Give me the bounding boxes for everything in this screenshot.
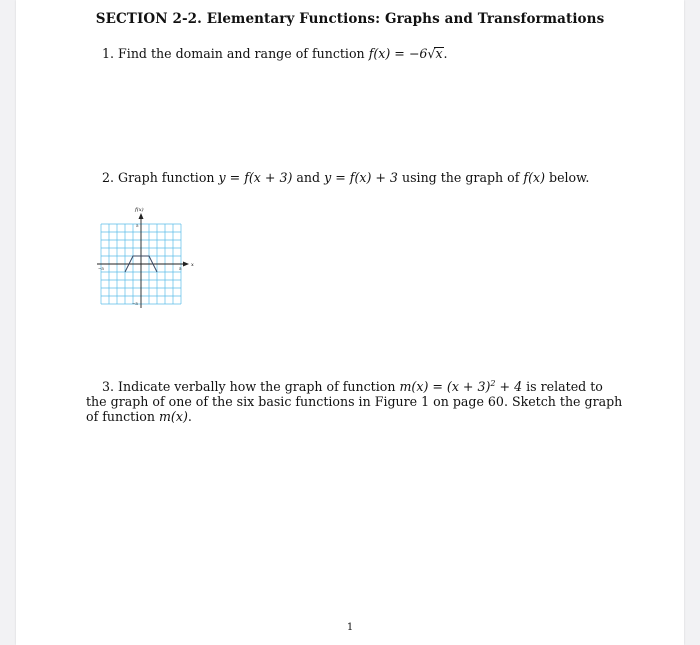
problem-1-number: 1. (102, 46, 115, 61)
problem-3-expression-a-rhs: + 4 (499, 379, 523, 395)
problem-1-period: . (443, 46, 448, 61)
x-axis-label: x (191, 262, 194, 268)
problem-3-paragraph (86, 376, 626, 424)
page-number: 1 (346, 622, 354, 633)
problem-2-text-a: Graph function (118, 170, 215, 185)
problem-2-text-b: and (296, 170, 321, 185)
y-tick-min: −5 (132, 301, 138, 306)
x-tick-min: −5 (98, 266, 104, 271)
problem-3-text-b: is related to the graph of one of the six basic functions in Figure 1 on page 60. Sketch the graph of function (86, 379, 623, 425)
problem-1 (102, 46, 448, 61)
problem-3 (86, 376, 626, 424)
document-page (16, 0, 684, 645)
y-axis-label: f(x) (135, 207, 144, 213)
y-axis-arrow-icon (139, 213, 144, 219)
problem-3-text-a: Indicate verbally how the graph of function (118, 379, 396, 395)
problem-2-expression-c: f(x) (523, 170, 545, 185)
problem-3-exponent: 2 (490, 379, 496, 388)
problem-1-radicand: x (435, 46, 443, 61)
problem-2-expression-a: y = f(x + 3) (218, 170, 293, 185)
x-tick-max: 5 (179, 266, 182, 271)
problem-3-expression-a (399, 379, 522, 394)
problem-2-expression-b: y = f(x) + 3 (324, 170, 398, 185)
section-title: SECTION 2-2. Elementary Functions: Graphs and Transformations (95, 11, 605, 27)
problem-3-number: 3. (102, 379, 115, 395)
function-graph (92, 204, 202, 308)
problem-2 (102, 170, 589, 185)
y-tick-max: 5 (136, 223, 139, 228)
problem-1-expression-lhs: f(x) = −6 (368, 46, 428, 61)
problem-3-period: . (187, 409, 192, 425)
problem-2-text-c: using the graph of (401, 170, 520, 185)
problem-3-expression-b: m(x) (158, 409, 188, 425)
x-axis-arrow-icon (183, 262, 189, 267)
problem-3-expression-a-lhs: m(x) = (x + 3) (399, 379, 491, 395)
problem-1-expression: f(x) = −6√x (368, 46, 443, 61)
problem-2-text-d: below. (549, 170, 590, 185)
problem-2-number: 2. (102, 170, 115, 185)
problem-1-text: Find the domain and range of function (118, 46, 365, 61)
